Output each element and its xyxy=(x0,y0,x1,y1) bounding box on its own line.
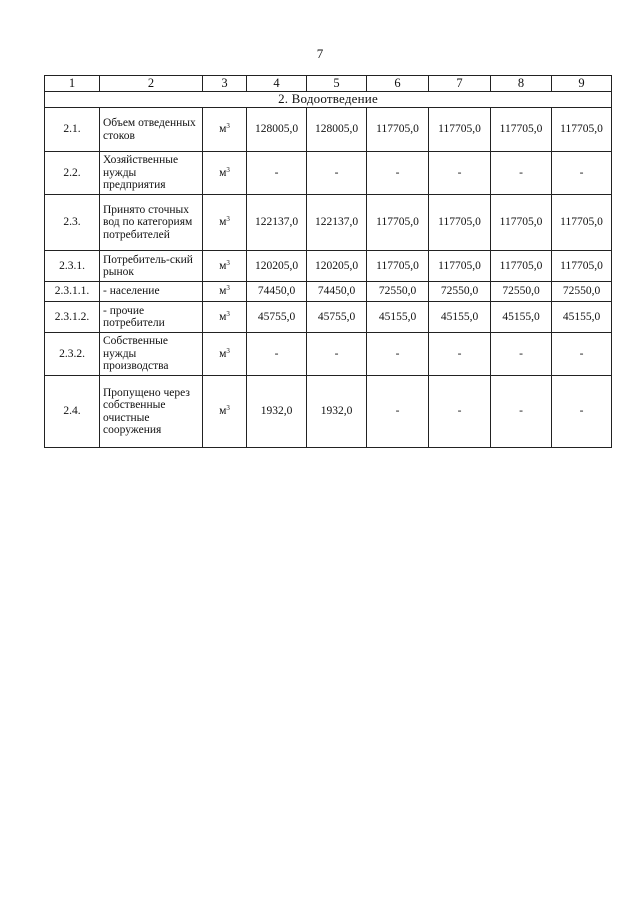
column-number: 8 xyxy=(491,76,552,92)
unit-exponent: 3 xyxy=(226,122,230,131)
table-row xyxy=(45,195,612,251)
row-unit xyxy=(203,195,247,251)
row-value: 45155,0 xyxy=(491,302,552,333)
row-value: 117705,0 xyxy=(552,251,612,282)
row-value: - xyxy=(247,152,307,195)
column-number: 2 xyxy=(100,76,203,92)
row-value: 128005,0 xyxy=(247,108,307,152)
table-row xyxy=(45,333,612,376)
row-unit xyxy=(203,302,247,333)
row-unit xyxy=(203,333,247,376)
row-unit xyxy=(203,376,247,448)
row-code: 2.3.1. xyxy=(45,251,100,282)
row-value: - xyxy=(367,376,429,448)
row-name: Собственные нужды производства xyxy=(100,333,203,376)
section-row xyxy=(45,92,612,108)
unit-base: м xyxy=(219,347,227,360)
column-number: 9 xyxy=(552,76,612,92)
row-value: 74450,0 xyxy=(247,282,307,302)
unit-base: м xyxy=(219,216,227,229)
unit-exponent: 3 xyxy=(226,346,230,355)
row-code: 2.3.1.2. xyxy=(45,302,100,333)
unit-base: м xyxy=(219,259,227,272)
row-value: 72550,0 xyxy=(429,282,491,302)
section-title: 2. Водоотведение xyxy=(45,92,612,108)
row-name: - прочие потребители xyxy=(100,302,203,333)
column-number: 1 xyxy=(45,76,100,92)
row-value: - xyxy=(552,376,612,448)
header-number-row xyxy=(45,76,612,92)
row-value: - xyxy=(491,376,552,448)
row-code: 2.4. xyxy=(45,376,100,448)
row-code: 2.3.2. xyxy=(45,333,100,376)
column-number: 6 xyxy=(367,76,429,92)
table-row xyxy=(45,282,612,302)
row-value: - xyxy=(247,333,307,376)
row-value: 117705,0 xyxy=(552,108,612,152)
row-value: 120205,0 xyxy=(247,251,307,282)
row-value: - xyxy=(367,333,429,376)
column-number: 3 xyxy=(203,76,247,92)
row-value: - xyxy=(429,376,491,448)
column-number: 5 xyxy=(307,76,367,92)
row-value: - xyxy=(552,152,612,195)
row-name: Пропущено через собственные очистные сооружения xyxy=(100,376,203,448)
row-value: 122137,0 xyxy=(307,195,367,251)
row-value: 72550,0 xyxy=(491,282,552,302)
unit-base: м xyxy=(219,405,227,418)
row-value: - xyxy=(491,152,552,195)
unit-exponent: 3 xyxy=(226,215,230,224)
unit-exponent: 3 xyxy=(226,404,230,413)
row-value: 45155,0 xyxy=(367,302,429,333)
row-name: Потребитель-ский рынок xyxy=(100,251,203,282)
row-value: 72550,0 xyxy=(367,282,429,302)
column-number: 4 xyxy=(247,76,307,92)
row-value: 117705,0 xyxy=(491,108,552,152)
water-disposal-table xyxy=(44,75,612,448)
row-name: - население xyxy=(100,282,203,302)
row-value: 45155,0 xyxy=(429,302,491,333)
row-value: 117705,0 xyxy=(552,195,612,251)
row-code: 2.3. xyxy=(45,195,100,251)
row-value: 117705,0 xyxy=(367,195,429,251)
row-unit xyxy=(203,251,247,282)
table-row xyxy=(45,251,612,282)
row-value: 45755,0 xyxy=(247,302,307,333)
row-value: - xyxy=(491,333,552,376)
unit-base: м xyxy=(219,285,227,298)
table-row xyxy=(45,108,612,152)
row-value: 117705,0 xyxy=(429,195,491,251)
row-value: 117705,0 xyxy=(429,251,491,282)
table-row xyxy=(45,302,612,333)
table-row xyxy=(45,152,612,195)
row-value: - xyxy=(307,333,367,376)
row-value: 72550,0 xyxy=(552,282,612,302)
unit-base: м xyxy=(219,310,227,323)
row-value: 45755,0 xyxy=(307,302,367,333)
unit-exponent: 3 xyxy=(226,258,230,267)
row-value: 1932,0 xyxy=(307,376,367,448)
row-value: 117705,0 xyxy=(491,251,552,282)
row-unit xyxy=(203,282,247,302)
row-value: 117705,0 xyxy=(429,108,491,152)
row-value: 74450,0 xyxy=(307,282,367,302)
unit-exponent: 3 xyxy=(226,284,230,293)
row-value: 117705,0 xyxy=(367,108,429,152)
unit-base: м xyxy=(219,166,227,179)
row-value: - xyxy=(307,152,367,195)
row-value: 1932,0 xyxy=(247,376,307,448)
row-code: 2.3.1.1. xyxy=(45,282,100,302)
row-value: - xyxy=(552,333,612,376)
row-code: 2.2. xyxy=(45,152,100,195)
row-value: 122137,0 xyxy=(247,195,307,251)
unit-exponent: 3 xyxy=(226,165,230,174)
table-row xyxy=(45,376,612,448)
row-value: 120205,0 xyxy=(307,251,367,282)
row-value: 117705,0 xyxy=(491,195,552,251)
row-value: 128005,0 xyxy=(307,108,367,152)
row-name: Принято сточных вод по категориям потребителей xyxy=(100,195,203,251)
row-value: 45155,0 xyxy=(552,302,612,333)
column-number: 7 xyxy=(429,76,491,92)
unit-exponent: 3 xyxy=(226,309,230,318)
page-number: 7 xyxy=(316,46,324,61)
row-value: 117705,0 xyxy=(367,251,429,282)
row-code: 2.1. xyxy=(45,108,100,152)
unit-base: м xyxy=(219,123,227,136)
row-value: - xyxy=(429,333,491,376)
row-unit xyxy=(203,108,247,152)
row-unit xyxy=(203,152,247,195)
row-value: - xyxy=(367,152,429,195)
row-name: Хозяйственные нужды предприятия xyxy=(100,152,203,195)
row-name: Объем отведенных стоков xyxy=(100,108,203,152)
row-value: - xyxy=(429,152,491,195)
